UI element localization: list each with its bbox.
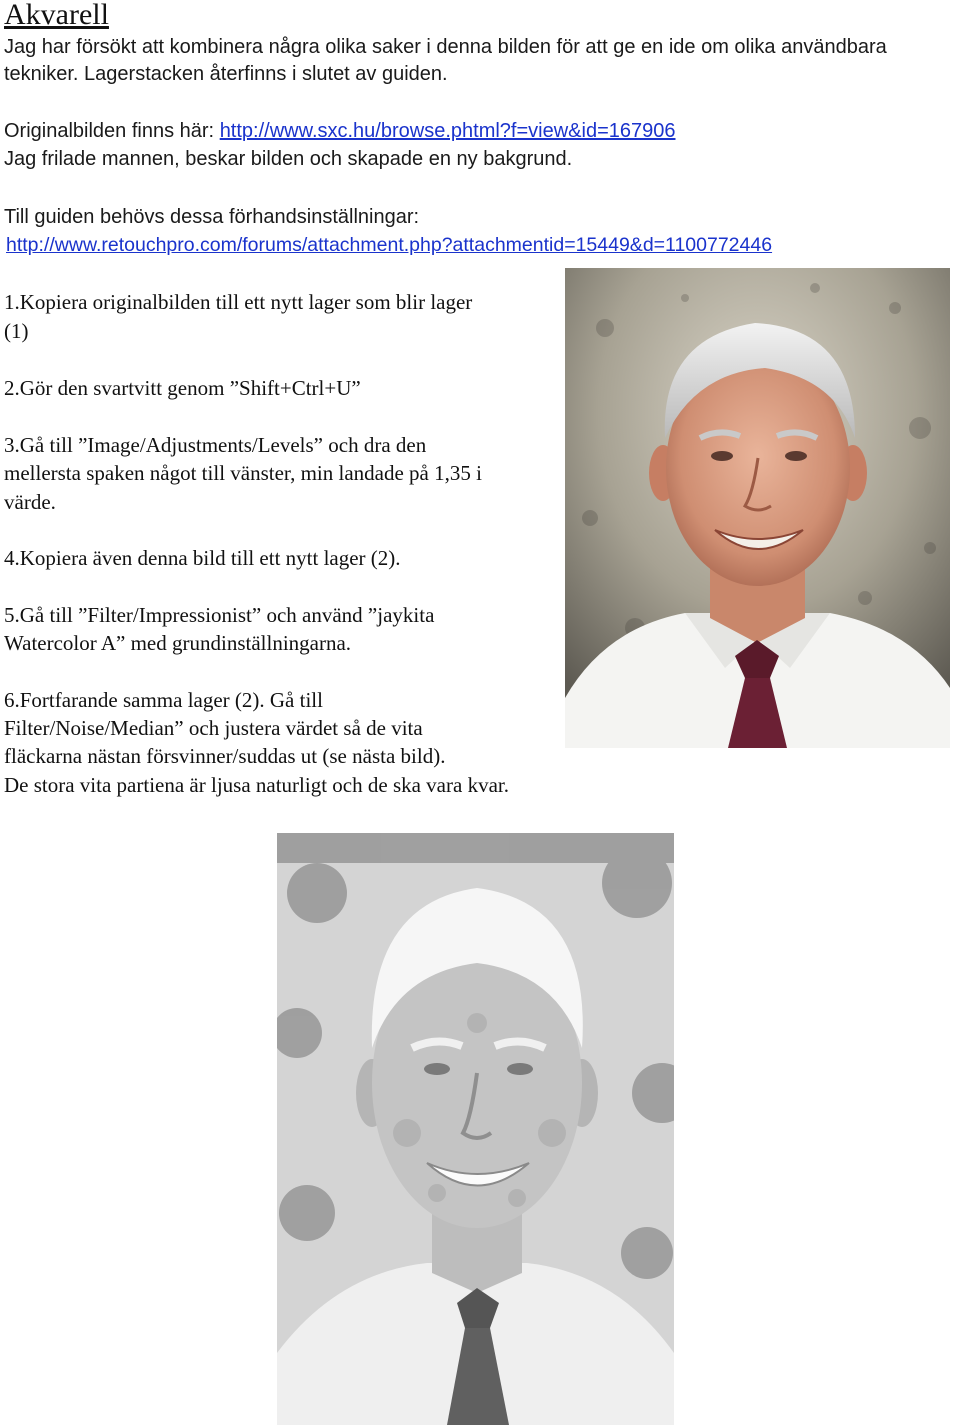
step-3-line-1: 3.Gå till ”Image/Adjustments/Levels” och dra den	[4, 433, 427, 457]
presets-label: Till guiden behövs dessa förhandsinställningar:	[4, 206, 420, 228]
step-6-line-2: Filter/Noise/Median” och justera värdet så de vita	[4, 716, 423, 740]
step-2: 2.Gör den svartvitt genom ”Shift+Ctrl+U”	[4, 376, 361, 400]
step-5-line-2: Watercolor A” med grundinställningarna.	[4, 631, 352, 655]
intro-line-1: Jag har försökt att kombinera några olika saker i denna bilden för att ge en ide om olika användbara	[4, 36, 887, 58]
step-1-line-1: 1.Kopiera originalbilden till ett nytt lager som blir lager	[4, 290, 473, 314]
intro-line-2: tekniker. Lagerstacken återfinns i slutet av guiden.	[4, 63, 448, 85]
watercolor-result-image	[277, 833, 674, 1425]
step-1-line-2: (1)	[4, 319, 29, 343]
original-portrait-image	[565, 268, 950, 748]
step-3-line-3: värde.	[4, 490, 56, 514]
presets-link[interactable]: http://www.retouchpro.com/forums/attachment.php?attachmentid=15449&d=1100772446	[6, 234, 773, 256]
step-4: 4.Kopiera även denna bild till ett nytt lager (2).	[4, 546, 401, 570]
presets-line	[6, 234, 772, 257]
original-line	[4, 120, 676, 143]
page-title: Akvarell	[4, 0, 109, 31]
step-5-line-1: 5.Gå till ”Filter/Impressionist” och använd ”jaykita	[4, 603, 435, 627]
step-3-line-2: mellersta spaken något till vänster, min landade på 1,35 i	[4, 461, 482, 485]
original-label: Originalbilden finns här:	[4, 120, 220, 142]
original-image-link[interactable]: http://www.sxc.hu/browse.phtml?f=view&id=167906	[219, 120, 676, 142]
step-6-line-3: fläckarna nästan försvinner/suddas ut (se nästa bild).	[4, 744, 446, 768]
original-note: Jag frilade mannen, beskar bilden och skapade en ny bakgrund.	[4, 148, 573, 170]
step-6-line-1: 6.Fortfarande samma lager (2). Gå till	[4, 688, 323, 712]
step-6-line-4: De stora vita partiena är ljusa naturligt och de ska vara kvar.	[4, 773, 509, 797]
